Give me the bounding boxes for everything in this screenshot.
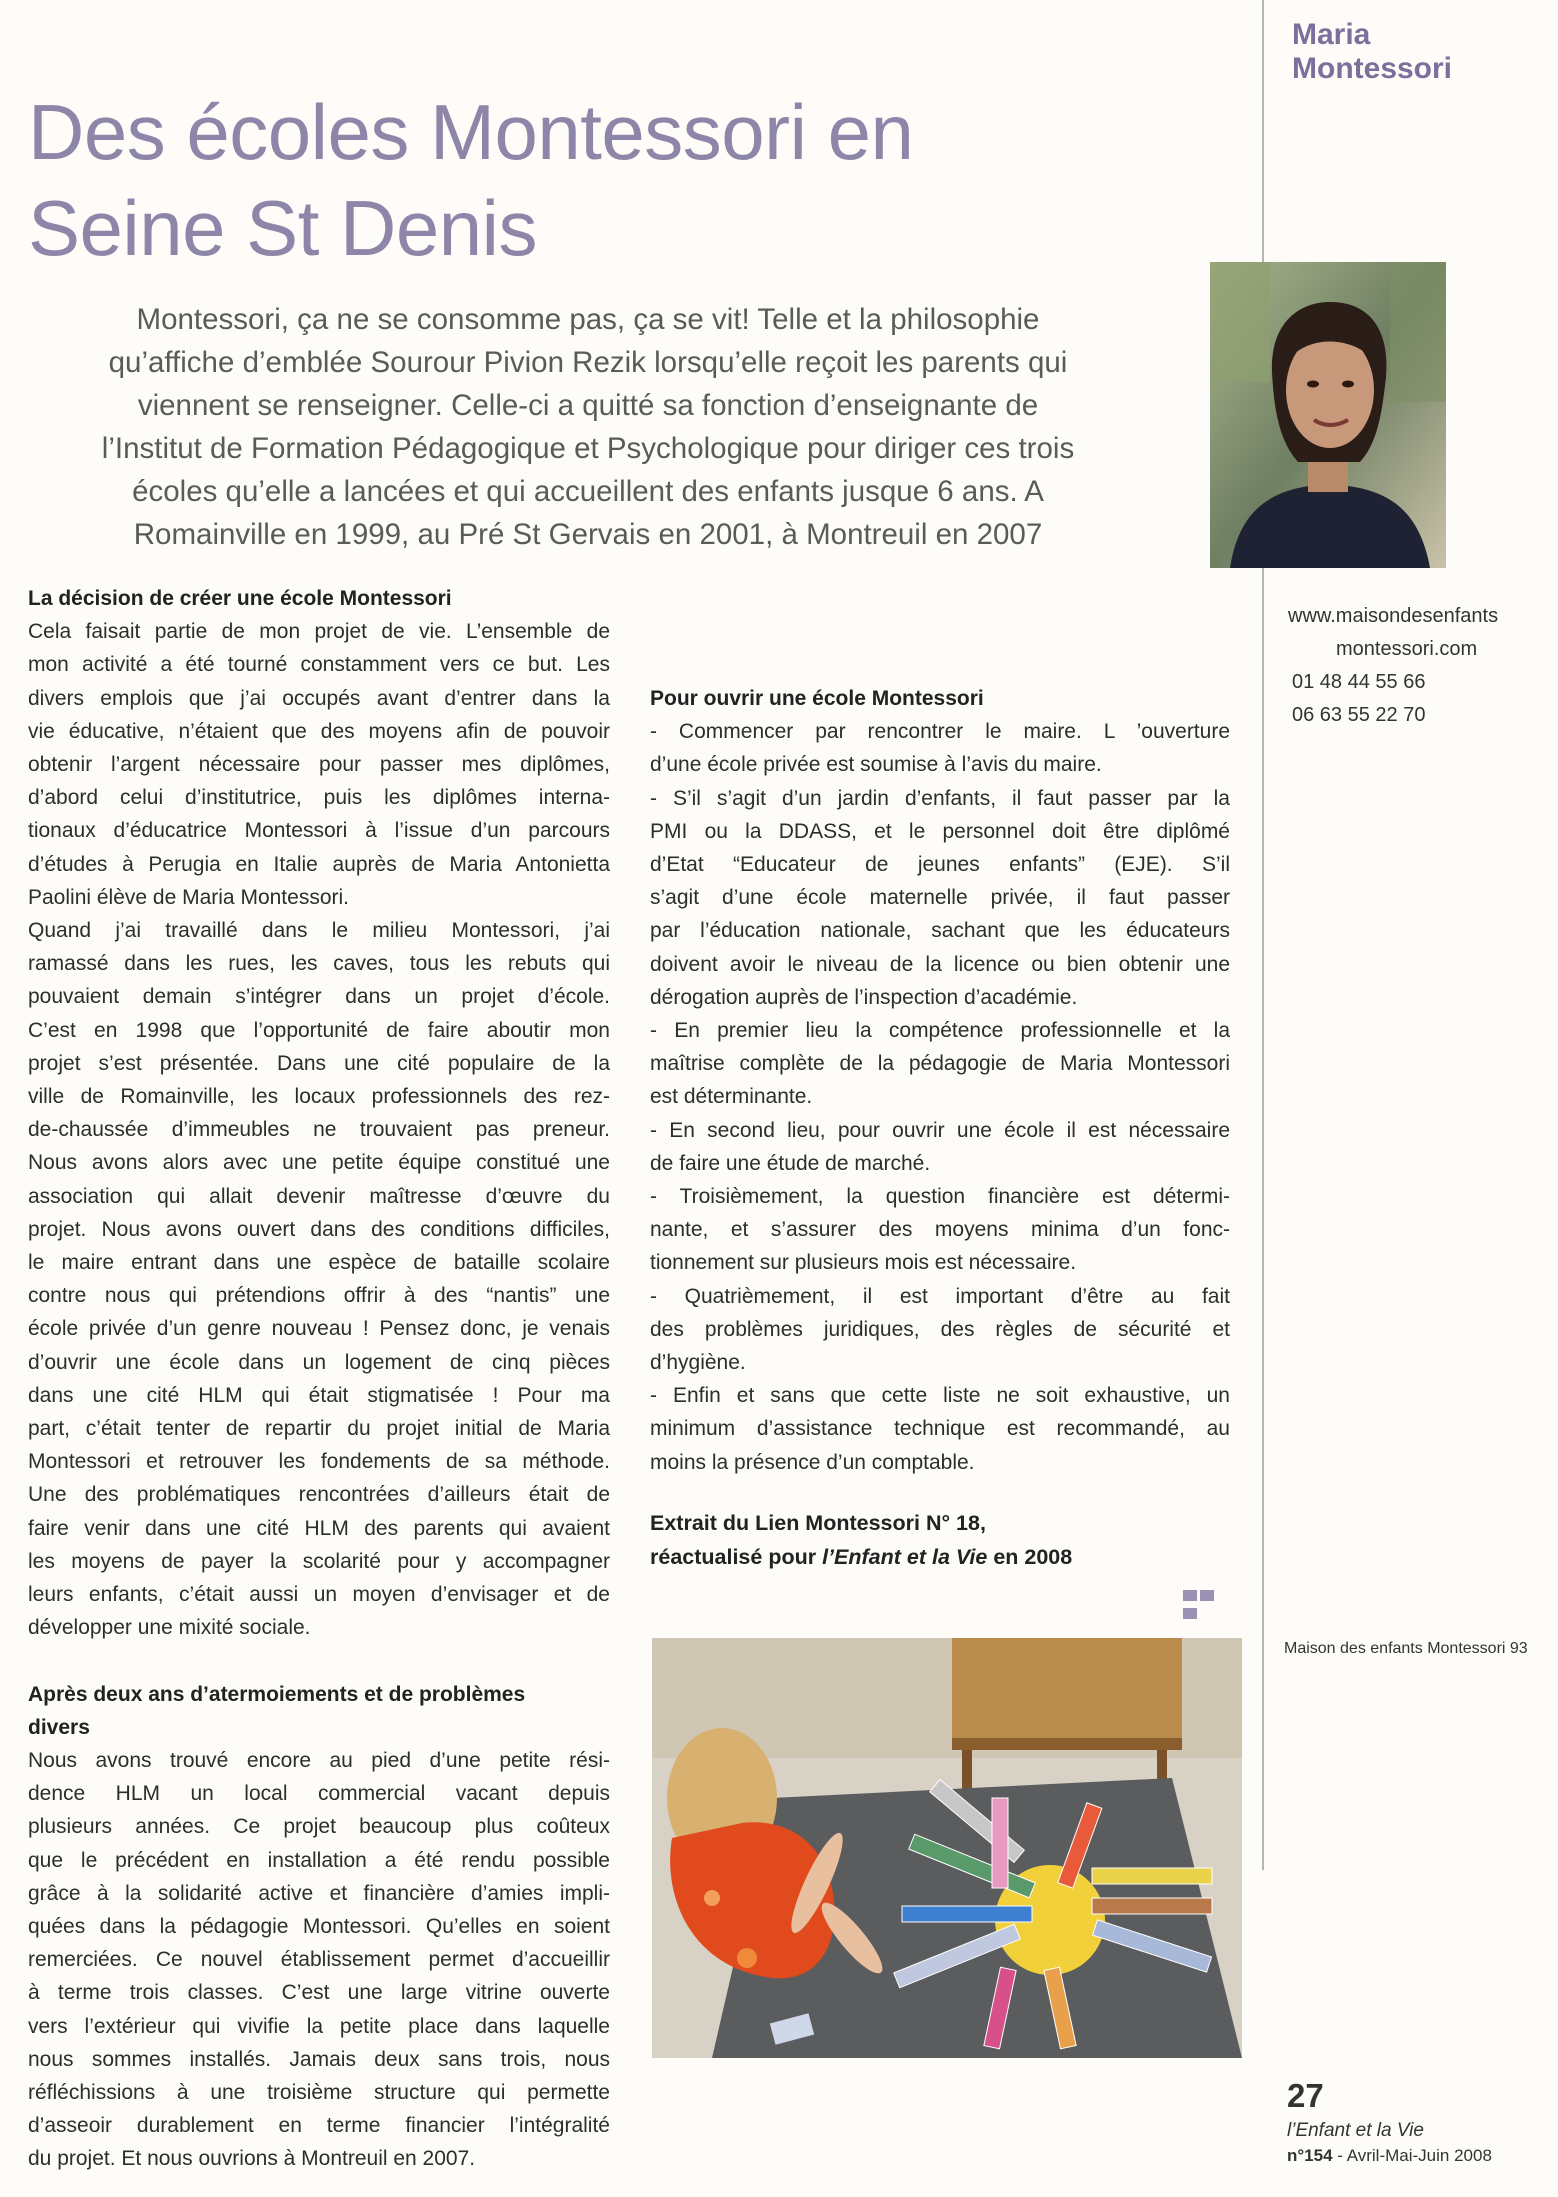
paragraph-line: école privée d’un genre nouveau ! Pensez donc, je venais	[28, 1317, 610, 1341]
source-note-suffix: en 2008	[987, 1545, 1073, 1569]
list-line: tionnement sur plusieurs mois est nécessaire.	[650, 1251, 1077, 1275]
list-line: d’Etat “Educateur de jeunes enfants” (EJE). S’il	[650, 853, 1230, 877]
paragraph-line: projet. Nous avons ouvert dans des conditions difficiles,	[28, 1217, 610, 1241]
paragraph-line: Nous avons alors avec une petite équipe constitué une	[28, 1151, 610, 1175]
paragraph-line: contre nous qui prétendions offrir à des “nantis” une	[28, 1284, 610, 1308]
list-line: d’une école privée est soumise à l’avis du maire.	[650, 753, 1102, 777]
list-line: - Commencer par rencontrer le maire. L ’ouverture	[650, 720, 1230, 744]
issue-info	[1287, 2146, 1492, 2166]
headline-line: Des écoles Montessori en	[28, 88, 914, 176]
paragraph-line: Cela faisait partie de mon projet de vie. L’ensemble de	[28, 620, 610, 644]
photo-caption: Maison des enfants Montessori 93	[1284, 1640, 1528, 1657]
article-lead	[28, 298, 1148, 556]
paragraph-line: tionaux d’éducatrice Montessori à l’issue d’un parcours	[28, 819, 610, 843]
paragraph-line: plusieurs années. Ce projet beaucoup plus coûteux	[28, 1815, 610, 1839]
left-column	[28, 582, 610, 2176]
paragraph-line: ramassé dans les rues, les caves, tous les rebuts qui	[28, 952, 610, 976]
list-line: nante, et s’assurer des moyens minima d’un fonc-	[650, 1218, 1230, 1242]
list-line: des problèmes juridiques, des règles de sécurité et	[650, 1317, 1230, 1341]
list-line: doivent avoir le niveau de la licence ou bien obtenir une	[650, 952, 1230, 976]
lead-line: écoles qu’elle a lancées et qui accueillent des enfants jusque 6 ans. A	[132, 475, 1044, 508]
paragraph-line: Quand j’ai travaillé dans le milieu Montessori, j’ai	[28, 919, 610, 943]
paragraph-line: Une des problématiques rencontrées d’ailleurs était de	[28, 1483, 610, 1507]
paragraph-line: développer une mixité sociale.	[28, 1616, 311, 1640]
paragraph-line: association qui allait devenir maîtresse d’œuvre du	[28, 1184, 610, 1208]
issue-number: n°154	[1287, 2146, 1333, 2165]
list-line: PMI ou la DDASS, et le personnel doit être diplômé	[650, 819, 1230, 843]
section-heading: Pour ouvrir une école Montessori	[650, 687, 984, 710]
paragraph-line: leurs enfants, c’était aussi un moyen d’envisager et de	[28, 1583, 610, 1607]
list-line: minimum d’assistance technique est recommandé, au	[650, 1417, 1230, 1441]
paragraph-line: quées dans la pédagogie Montessori. Qu’elles en soient	[28, 1914, 610, 1938]
paragraph-line: vers l’extérieur qui vivifie la petite place dans laquelle	[28, 2014, 610, 2038]
paragraph-line: grâce à la solidarité active et financière d’amies impli-	[28, 1881, 610, 1905]
right-column	[650, 682, 1230, 1479]
paragraph-line: de-chaussée d’immeubles ne trouvaient pas preneur.	[28, 1118, 610, 1142]
source-note-line: Extrait du Lien Montessori N° 18,	[650, 1511, 986, 1535]
list-line: s’agit d’une école maternelle privée, il faut passer	[650, 886, 1230, 910]
phone-number: 01 48 44 55 66	[1292, 671, 1426, 693]
paragraph-line: Paolini élève de Maria Montessori.	[28, 885, 349, 909]
list-line: - En second lieu, pour ouvrir une école il est nécessaire	[650, 1118, 1230, 1142]
source-note	[650, 1506, 1230, 1574]
paragraph-line: mon activité a été tourné constamment vers ce but. Les	[28, 653, 610, 677]
list-line: d’hygiène.	[650, 1351, 746, 1375]
lead-line: viennent se renseigner. Celle-ci a quitté sa fonction d’enseignante de	[137, 389, 1039, 422]
paragraph-line: dans une cité HLM qui était stigmatisée ! Pour ma	[28, 1383, 610, 1407]
list-line: - Quatrièmement, il est important d’être au fait	[650, 1284, 1230, 1308]
headline-line: Seine St Denis	[28, 184, 537, 272]
paragraph-line: vie éducative, n’étaient que des moyens afin de pouvoir	[28, 719, 610, 743]
paragraph-line: C’est en 1998 que l’opportunité de faire aboutir mon	[28, 1018, 610, 1042]
list-line: - S’il s’agit d’un jardin d’enfants, il faut passer par la	[650, 786, 1230, 810]
paragraph-line: divers emplois que j’ai occupés avant d’entrer dans la	[28, 686, 610, 710]
list-line: maîtrise complète de la pédagogie de Maria Montessori	[650, 1052, 1230, 1076]
paragraph-line: Montessori et retrouver les fondements de sa méthode.	[28, 1450, 610, 1474]
list-line: est déterminante.	[650, 1085, 813, 1109]
lead-line: qu’affiche d’emblée Sourour Pivion Rezik lorsqu’elle reçoit les parents qui	[108, 346, 1068, 379]
website-line: www.maisondesenfants	[1288, 605, 1499, 627]
source-note-prefix: réactualisé pour	[650, 1545, 823, 1569]
issue-date: - Avril-Mai-Juin 2008	[1332, 2146, 1492, 2165]
end-of-article-mark	[1183, 1588, 1233, 1600]
list-line: par l’éducation nationale, sachant que les éducateurs	[650, 919, 1230, 943]
paragraph-line: d’ouvrir une école dans un logement de cinq pièces	[28, 1350, 610, 1374]
magazine-name: l’Enfant et la Vie	[1287, 2120, 1424, 2141]
paragraph-line: pouvaient demain s’intégrer dans un projet d’école.	[28, 985, 610, 1009]
paragraph-line: le maire entrant dans une espèce de bataille scolaire	[28, 1251, 610, 1275]
source-note-line	[650, 1540, 1230, 1574]
section-tag-line: Montessori	[1292, 52, 1453, 85]
paragraph-line: ville de Romainville, les locaux professionnels des rez-	[28, 1085, 610, 1109]
paragraph-line: remerciées. Ce nouvel établissement permet d’accueillir	[28, 1948, 610, 1972]
list-line: - En premier lieu la compétence professionnelle et la	[650, 1019, 1230, 1043]
paragraph-line: d’abord celui d’institutrice, puis les diplômes interna-	[28, 786, 610, 810]
contact-info	[1262, 600, 1514, 732]
paragraph-line: obtenir l’argent nécessaire pour passer mes diplômes,	[28, 753, 610, 777]
section-heading: Après deux ans d’atermoiements et de problèmes	[28, 1682, 526, 1706]
list-line: moins la présence d’un comptable.	[650, 1450, 975, 1474]
website-line: montessori.com	[1336, 638, 1478, 660]
paragraph-line: part, c’était tenter de repartir du projet initial de Maria	[28, 1417, 610, 1441]
paragraph-line: d’études à Perugia en Italie auprès de Maria Antonietta	[28, 852, 610, 876]
paragraph-line: du projet. Et nous ouvrions à Montreuil en 2007.	[28, 2147, 476, 2171]
lead-line: l’Institut de Formation Pédagogique et Psychologique pour diriger ces trois	[101, 432, 1075, 465]
paragraph-line: réfléchissions à une troisième structure qui permette	[28, 2080, 610, 2104]
section-heading: divers	[28, 1715, 90, 1739]
list-line: - Enfin et sans que cette liste ne soit exhaustive, un	[650, 1384, 1230, 1408]
page-number: 27	[1287, 2077, 1324, 2114]
paragraph-line: dence HLM un local commercial vacant depuis	[28, 1782, 610, 1806]
paragraph-line: d’asseoir durablement en terme financier l’intégralité	[28, 2114, 610, 2138]
paragraph-line: à terme trois classes. C’est une large vitrine ouverte	[28, 1981, 610, 2005]
portrait-photo	[1210, 262, 1446, 568]
lead-line: Montessori, ça ne se consomme pas, ça se vit! Telle et la philosophie	[136, 303, 1040, 336]
paragraph-line: les moyens de payer la scolarité pour y accompagner	[28, 1549, 610, 1573]
paragraph-line: faire venir dans une cité HLM des parents qui avaient	[28, 1516, 610, 1540]
article-headline	[28, 84, 1228, 276]
list-line: - Troisièmement, la question financière est détermi-	[650, 1185, 1230, 1209]
classroom-illustration	[652, 1638, 1242, 2058]
portrait-illustration	[1210, 262, 1446, 568]
list-line: de faire une étude de marché.	[650, 1151, 931, 1175]
paragraph-line: que le précédent en installation a été rendu possible	[28, 1848, 610, 1872]
classroom-photo	[652, 1638, 1242, 2058]
section-tag-line: Maria	[1292, 18, 1371, 51]
lead-line: Romainville en 1999, au Pré St Gervais en 2001, à Montreuil en 2007	[133, 518, 1043, 551]
paragraph-line: projet s’est présentée. Dans une cité populaire de la	[28, 1051, 610, 1075]
magazine-title: l’Enfant et la Vie	[822, 1545, 988, 1569]
phone-number: 06 63 55 22 70	[1292, 704, 1426, 726]
paragraph-line: nous sommes installés. Jamais deux sans trois, nous	[28, 2047, 610, 2071]
section-heading: La décision de créer une école Montessori	[28, 587, 452, 610]
paragraph-line: Nous avons trouvé encore au pied d’une petite rési-	[28, 1748, 610, 1772]
section-tag	[1292, 18, 1532, 86]
list-line: dérogation auprès de l’inspection d’académie.	[650, 985, 1078, 1009]
